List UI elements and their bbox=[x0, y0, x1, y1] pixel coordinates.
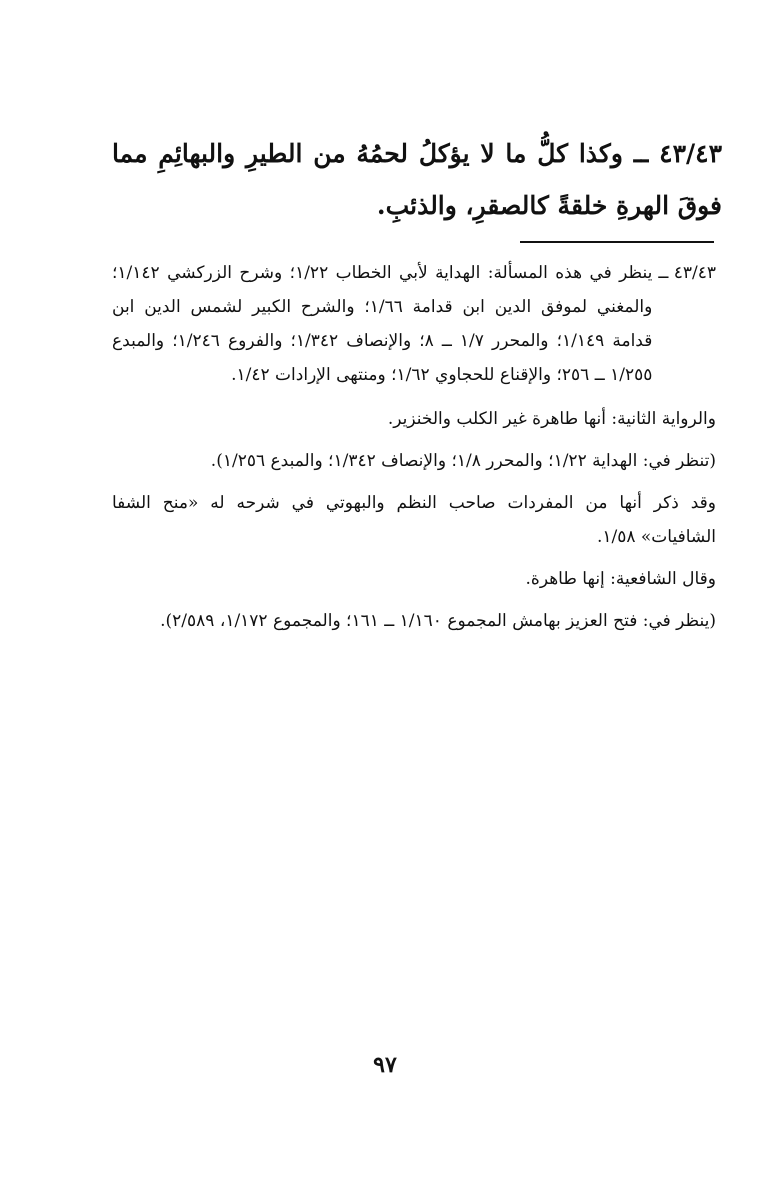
footnote-text: ينظر في هذه المسألة: الهداية لأبي الخطاب ١/٢٢؛ وشرح الزركشي ١/١٤٢؛ والمغني لموفق الدين ابن قدامة ١/٦٦؛ والشرح الكبير لشمس الدين ابن قدامة ١/١٤٩؛ والمحرر ١/٧ ــ ٨؛ والإنصاف ١/٣٤٢؛ والفروع ١/٢٤٦؛ والمبدع ١/٢٥٥ ــ ٢٥٦؛ والإقناع للحجاوي ١/٦٢؛ ومنتهى الإرادات ١/٤٢. bbox=[112, 263, 653, 385]
footnote-paragraph-mufradat: وقد ذكر أنها من المفردات صاحب النظم والبهوتي في شرحه له «منح الشفا الشافيات» ١/٥٨. bbox=[112, 493, 716, 547]
footnote-paragraph-references-1: (تنظر في: الهداية ١/٢٢؛ والمحرر ١/٨؛ والإنصاف ١/٣٤٢؛ والمبدع ١/٢٥٦). bbox=[210, 451, 716, 471]
footnote-number: ٤٣/٤٣ ــ bbox=[658, 263, 716, 283]
main-paragraph: ٤٣/٤٣ ــ وكذا كلُّ ما لا يؤكلُ لحمُهُ من الطيرِ والبهائِمِ مما فوقَ الهرةِ خلقةً كالصقرِ، والذئبِ. bbox=[112, 139, 722, 220]
footnote-paragraph-references-2: (ينظر في: فتح العزيز بهامش المجموع ١/١٦٠ ــ ١٦١؛ والمجموع ١/١٧٢، ٢/٥٨٩). bbox=[160, 611, 716, 631]
footnote-separator bbox=[520, 241, 714, 243]
footnotes-section bbox=[112, 256, 716, 638]
footnote-paragraph-second-narration: والرواية الثانية: أنها طاهرة غير الكلب والخنزير. bbox=[387, 409, 716, 429]
footnote-entry bbox=[112, 256, 716, 392]
footnote-paragraph-shafii: وقال الشافعية: إنها طاهرة. bbox=[525, 569, 716, 589]
page-number: ٩٧ bbox=[373, 1052, 397, 1078]
